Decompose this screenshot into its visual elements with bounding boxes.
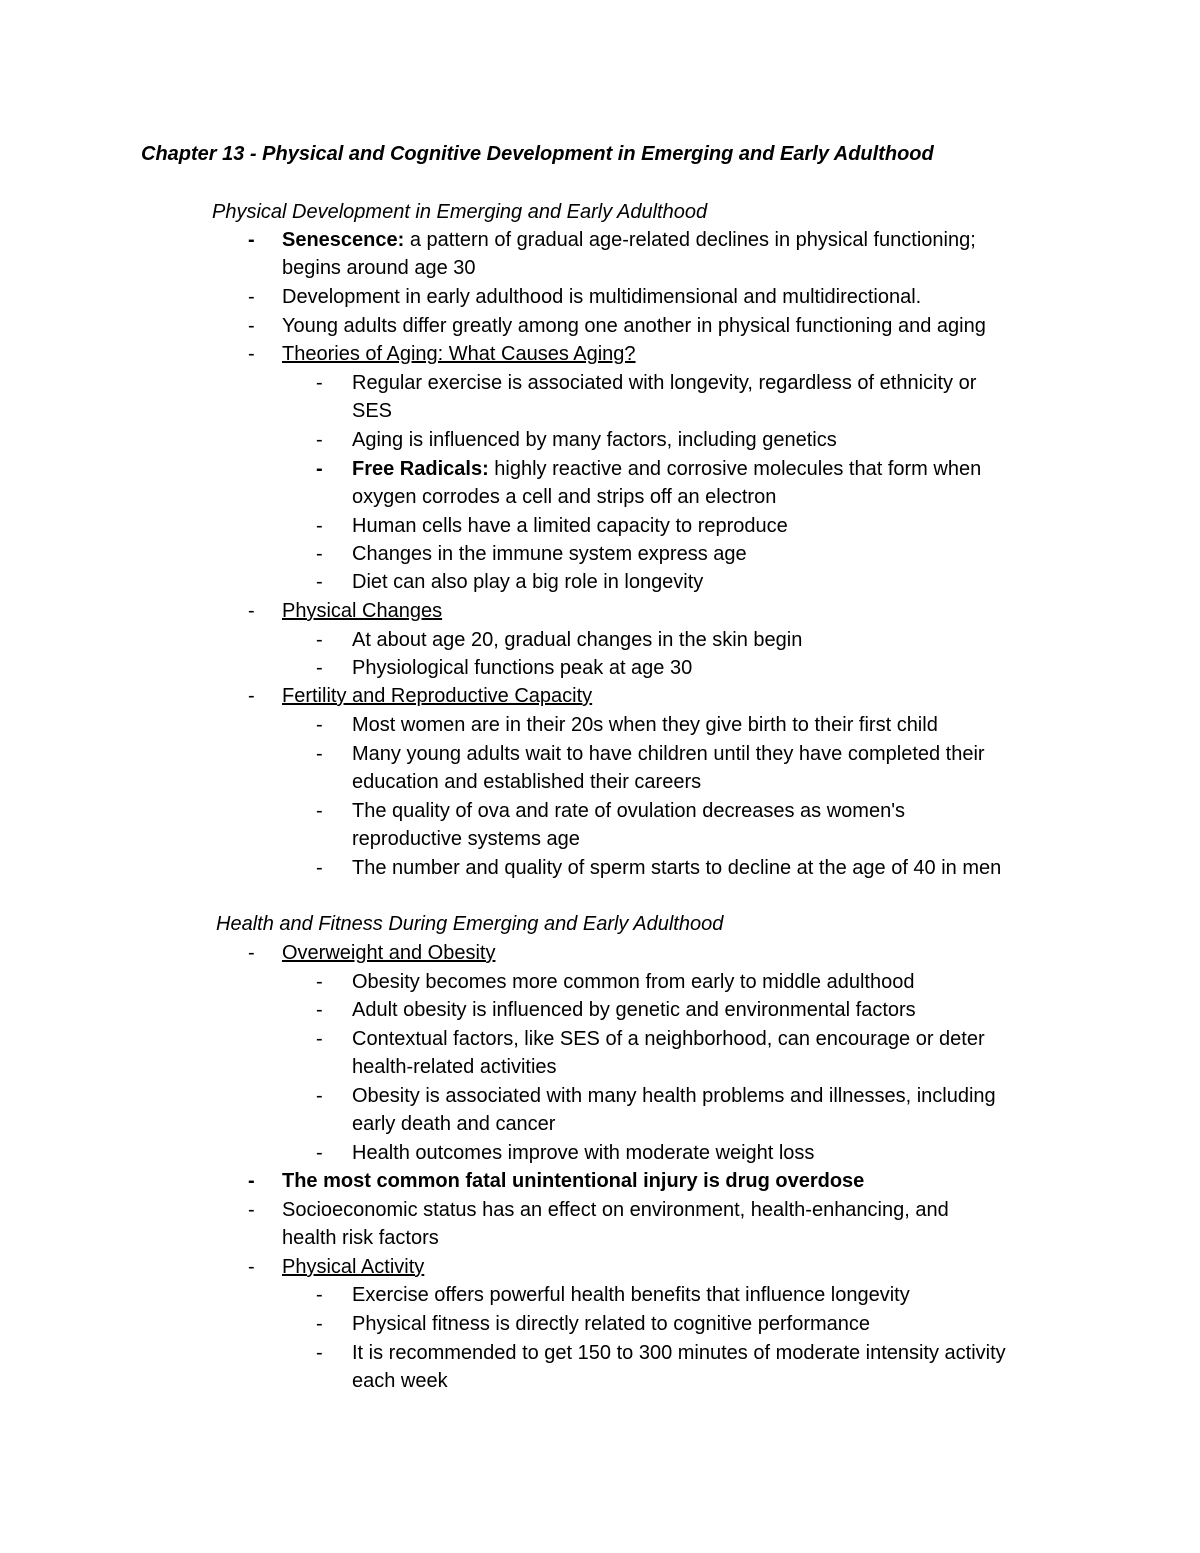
list-item-text: Human cells have a limited capacity to reproduce [352, 515, 788, 537]
definition-senescence: a pattern of gradual age-related declines in physical functioning; [404, 229, 976, 251]
bullet-dash: - [248, 315, 255, 337]
bullet-dash: - [316, 543, 323, 565]
list-item-text: reproductive systems age [352, 828, 580, 850]
bullet-dash: - [316, 1313, 323, 1335]
list-item-text: Adult obesity is influenced by genetic and environmental factors [352, 999, 916, 1021]
subheading-text: Overweight and Obesity [282, 942, 496, 964]
bullet-dash: - [316, 714, 323, 736]
definition-senescence-cont: begins around age 30 [282, 257, 476, 279]
list-item-text: Obesity is associated with many health problems and illnesses, including [352, 1085, 996, 1107]
bullet-dash: - [248, 1170, 255, 1192]
term-free-radicals: Free Radicals: [352, 458, 489, 480]
subheading-text: Fertility and Reproductive Capacity [282, 685, 593, 707]
list-item-text: Most women are in their 20s when they give birth to their first child [352, 714, 938, 736]
bullet-dash: - [248, 343, 255, 365]
list-item-text: The most common fatal unintentional injury is drug overdose [282, 1170, 865, 1192]
list-item-text: Contextual factors, like SES of a neighborhood, can encourage or deter [352, 1028, 985, 1050]
bullet-dash: - [316, 458, 323, 480]
subheading-text: Physical Activity [282, 1256, 425, 1278]
bullet-dash: - [316, 657, 323, 679]
list-item-text: Aging is influenced by many factors, including genetics [352, 429, 837, 451]
subheading-text: Theories of Aging: What Causes Aging? [282, 343, 636, 365]
bullet-dash: - [316, 571, 323, 593]
list-item-text: Regular exercise is associated with longevity, regardless of ethnicity or [352, 372, 977, 394]
list-item-text: Physical fitness is directly related to cognitive performance [352, 1313, 871, 1335]
bullet-dash: - [316, 1342, 323, 1364]
bullet-dash: - [316, 1142, 323, 1164]
bullet-dash: - [316, 999, 323, 1021]
list-item-text: Many young adults wait to have children until they have completed their [352, 743, 985, 765]
list-item-text: SES [352, 400, 393, 422]
bullet-dash: - [248, 685, 255, 707]
list-item-text: early death and cancer [352, 1113, 556, 1135]
section-heading-physical-development: Physical Development in Emerging and Early Adulthood [212, 201, 708, 223]
list-item-text: The quality of ova and rate of ovulation decreases as women's [352, 800, 906, 822]
bullet-dash: - [316, 515, 323, 537]
list-item-text: health risk factors [282, 1227, 439, 1249]
bullet-dash: - [248, 1256, 255, 1278]
bullet-dash: - [316, 857, 323, 879]
list-item-text: education and established their careers [352, 771, 702, 793]
bullet-dash: - [248, 286, 255, 308]
bullet-dash: - [316, 1085, 323, 1107]
bullet-dash: - [316, 429, 323, 451]
chapter-title: Chapter 13 - Physical and Cognitive Development in Emerging and Early Adulthood [141, 143, 934, 165]
definition-free-radicals: highly reactive and corrosive molecules that form when [488, 458, 982, 480]
list-item-text: each week [352, 1370, 448, 1392]
bullet-dash: - [316, 800, 323, 822]
list-item-text: It is recommended to get 150 to 300 minutes of moderate intensity activity [352, 1342, 1006, 1364]
term-senescence: Senescence: [282, 229, 405, 251]
list-item-text: The number and quality of sperm starts to decline at the age of 40 in men [352, 857, 1002, 879]
list-item-text: Diet can also play a big role in longevity [352, 571, 704, 593]
list-item-text: Physiological functions peak at age 30 [352, 657, 693, 679]
list-item-text: Health outcomes improve with moderate weight loss [352, 1142, 815, 1164]
bullet-dash: - [248, 600, 255, 622]
bullet-dash: - [248, 942, 255, 964]
list-item-text: Obesity becomes more common from early to middle adulthood [352, 971, 915, 993]
bullet-dash: - [248, 229, 255, 251]
bullet-dash: - [316, 971, 323, 993]
bullet-dash: - [316, 1284, 323, 1306]
bullet-dash: - [316, 629, 323, 651]
list-item-text: Development in early adulthood is multidimensional and multidirectional. [282, 286, 922, 308]
list-item-text: At about age 20, gradual changes in the skin begin [352, 629, 803, 651]
list-item-text: Exercise offers powerful health benefits that influence longevity [352, 1284, 910, 1306]
subheading-text: Physical Changes [282, 600, 443, 622]
list-item-text: Socioeconomic status has an effect on environment, health-enhancing, and [282, 1199, 949, 1221]
bullet-dash: - [316, 372, 323, 394]
bullet-dash: - [316, 743, 323, 765]
bullet-dash: - [316, 1028, 323, 1050]
section-heading-health-fitness: Health and Fitness During Emerging and Early Adulthood [216, 913, 724, 935]
list-item-text: health-related activities [352, 1056, 557, 1078]
list-item-text: Young adults differ greatly among one another in physical functioning and aging [282, 315, 986, 337]
bullet-dash: - [248, 1199, 255, 1221]
definition-free-radicals-cont: oxygen corrodes a cell and strips off an electron [352, 486, 777, 508]
list-item-text: Changes in the immune system express age [352, 543, 747, 565]
